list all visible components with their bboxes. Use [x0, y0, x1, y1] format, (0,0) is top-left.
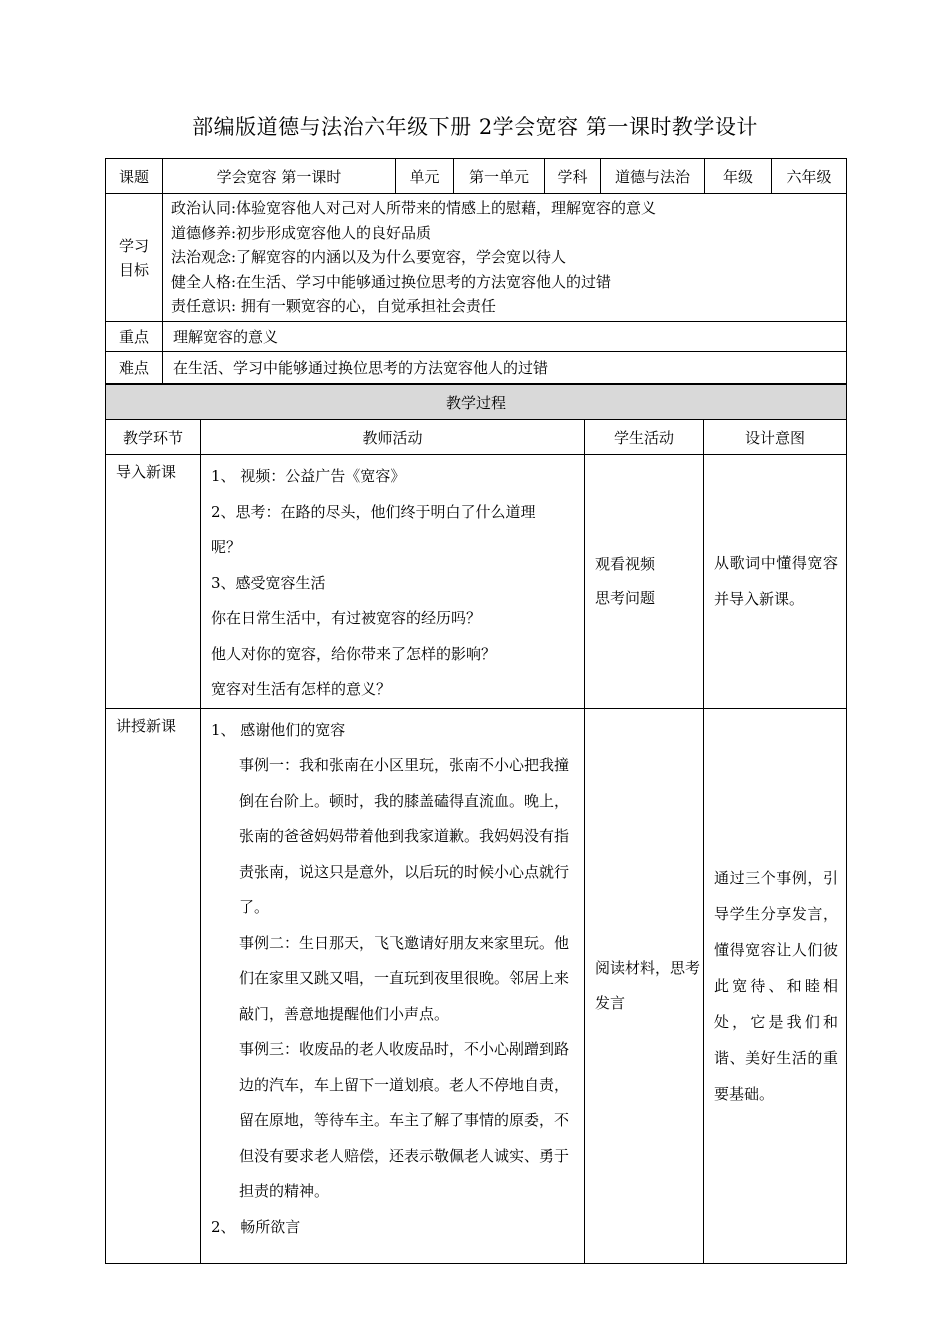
- key-point-label: 重点: [106, 322, 163, 352]
- intro-student-line: 观看视频: [595, 554, 656, 573]
- topic-value: 学会宽容 第一课时: [163, 159, 396, 194]
- lesson-item-1: 1、 感谢他们的宽容: [211, 720, 346, 739]
- case-1: 事例一：我和张南在小区里玩，张南不小心把我撞倒在台阶上。顿时，我的膝盖磕得直流血。晚上，张南的爸爸妈妈带着他到我家道歉。我妈妈没有指责张南，说这只是意外，以后玩的时候小心点就行了。: [239, 756, 570, 916]
- unit-label: 单元: [396, 159, 454, 194]
- key-point-value: 理解宽容的意义: [163, 322, 847, 352]
- header-stage: 教学环节: [106, 420, 201, 455]
- lesson-teacher: [201, 708, 585, 1263]
- header-teacher: 教师活动: [201, 420, 585, 455]
- intro-line: 1、 视频：公益广告《宽容》: [211, 467, 406, 485]
- subject-value: 道德与法治: [601, 159, 705, 194]
- lesson-design: 通过三个事例，引导学生分享发言，懂得宽容让人们彼此宽待、和睦相处，它是我们和谐、美好生活的重要基础。: [704, 708, 847, 1263]
- subject-label: 学科: [545, 159, 601, 194]
- intro-teacher: [201, 455, 585, 709]
- difficulty-label: 难点: [106, 352, 163, 384]
- goal-item: 法治观念:了解宽容的内涵以及为什么要宽容，学会宽以待人: [171, 248, 567, 267]
- goal-item: 道德修养:初步形成宽容他人的良好品质: [171, 223, 432, 242]
- intro-design: 从歌词中懂得宽容并导入新课。: [704, 455, 847, 709]
- intro-stage: 导入新课: [106, 455, 201, 709]
- page-title: 部编版道德与法治六年级下册 2学会宽容 第一课时教学设计: [192, 115, 758, 139]
- grade-value: 六年级: [772, 159, 847, 194]
- grade-label: 年级: [705, 159, 772, 194]
- lesson-item-2: 2、 畅所欲言: [211, 1217, 301, 1236]
- intro-line: 他人对你的宽容，给你带来了怎样的影响？: [211, 644, 497, 663]
- topic-label: 课题: [106, 159, 163, 194]
- intro-line: 你在日常生活中，有过被宽容的经历吗？: [211, 609, 482, 627]
- goal-item: 政治认同:体验宽容他人对己对人所带来的情感上的慰藉，理解宽容的意义: [171, 199, 657, 218]
- process-title: 教学过程: [106, 385, 847, 420]
- header-design: 设计意图: [704, 420, 847, 455]
- difficulty-value: 在生活、学习中能够通过换位思考的方法宽容他人的过错: [163, 352, 847, 384]
- goals-label: 学习目标: [106, 194, 163, 322]
- lesson-stage: 讲授新课: [106, 708, 201, 1263]
- header-student: 学生活动: [585, 420, 704, 455]
- intro-line: 3、感受宽容生活: [211, 573, 326, 592]
- goal-item: 责任意识: 拥有一颗宽容的心，自觉承担社会责任: [171, 297, 496, 316]
- intro-student: [585, 455, 704, 709]
- unit-value: 第一单元: [454, 159, 545, 194]
- process-table: [105, 384, 847, 1264]
- goals-list: [163, 194, 847, 322]
- case-3: 事例三：收废品的老人收废品时，不小心剐蹭到路边的汽车，车上留下一道划痕。老人不停地自责，留在原地，等待车主。车主了解了事情的原委，不但没有要求老人赔偿，还表示敬佩老人诚实、勇于担责的精神。: [239, 1040, 570, 1200]
- case-2: 事例二：生日那天，飞飞邀请好朋友来家里玩。他们在家里又跳又唱，一直玩到夜里很晚。邻居上来敲门，善意地提醒他们小声点。: [239, 933, 570, 1023]
- intro-line: 宽容对生活有怎样的意义？: [211, 680, 392, 698]
- info-table: [105, 158, 847, 384]
- lesson-student: 阅读材料，思考发言: [585, 708, 704, 1263]
- goal-item: 健全人格:在生活、学习中能够通过换位思考的方法宽容他人的过错: [171, 272, 612, 291]
- intro-student-line: 思考问题: [595, 589, 656, 608]
- intro-line: 2、思考：在路的尽头，他们终于明白了什么道理: [211, 502, 536, 521]
- intro-line: 呢？: [211, 538, 242, 556]
